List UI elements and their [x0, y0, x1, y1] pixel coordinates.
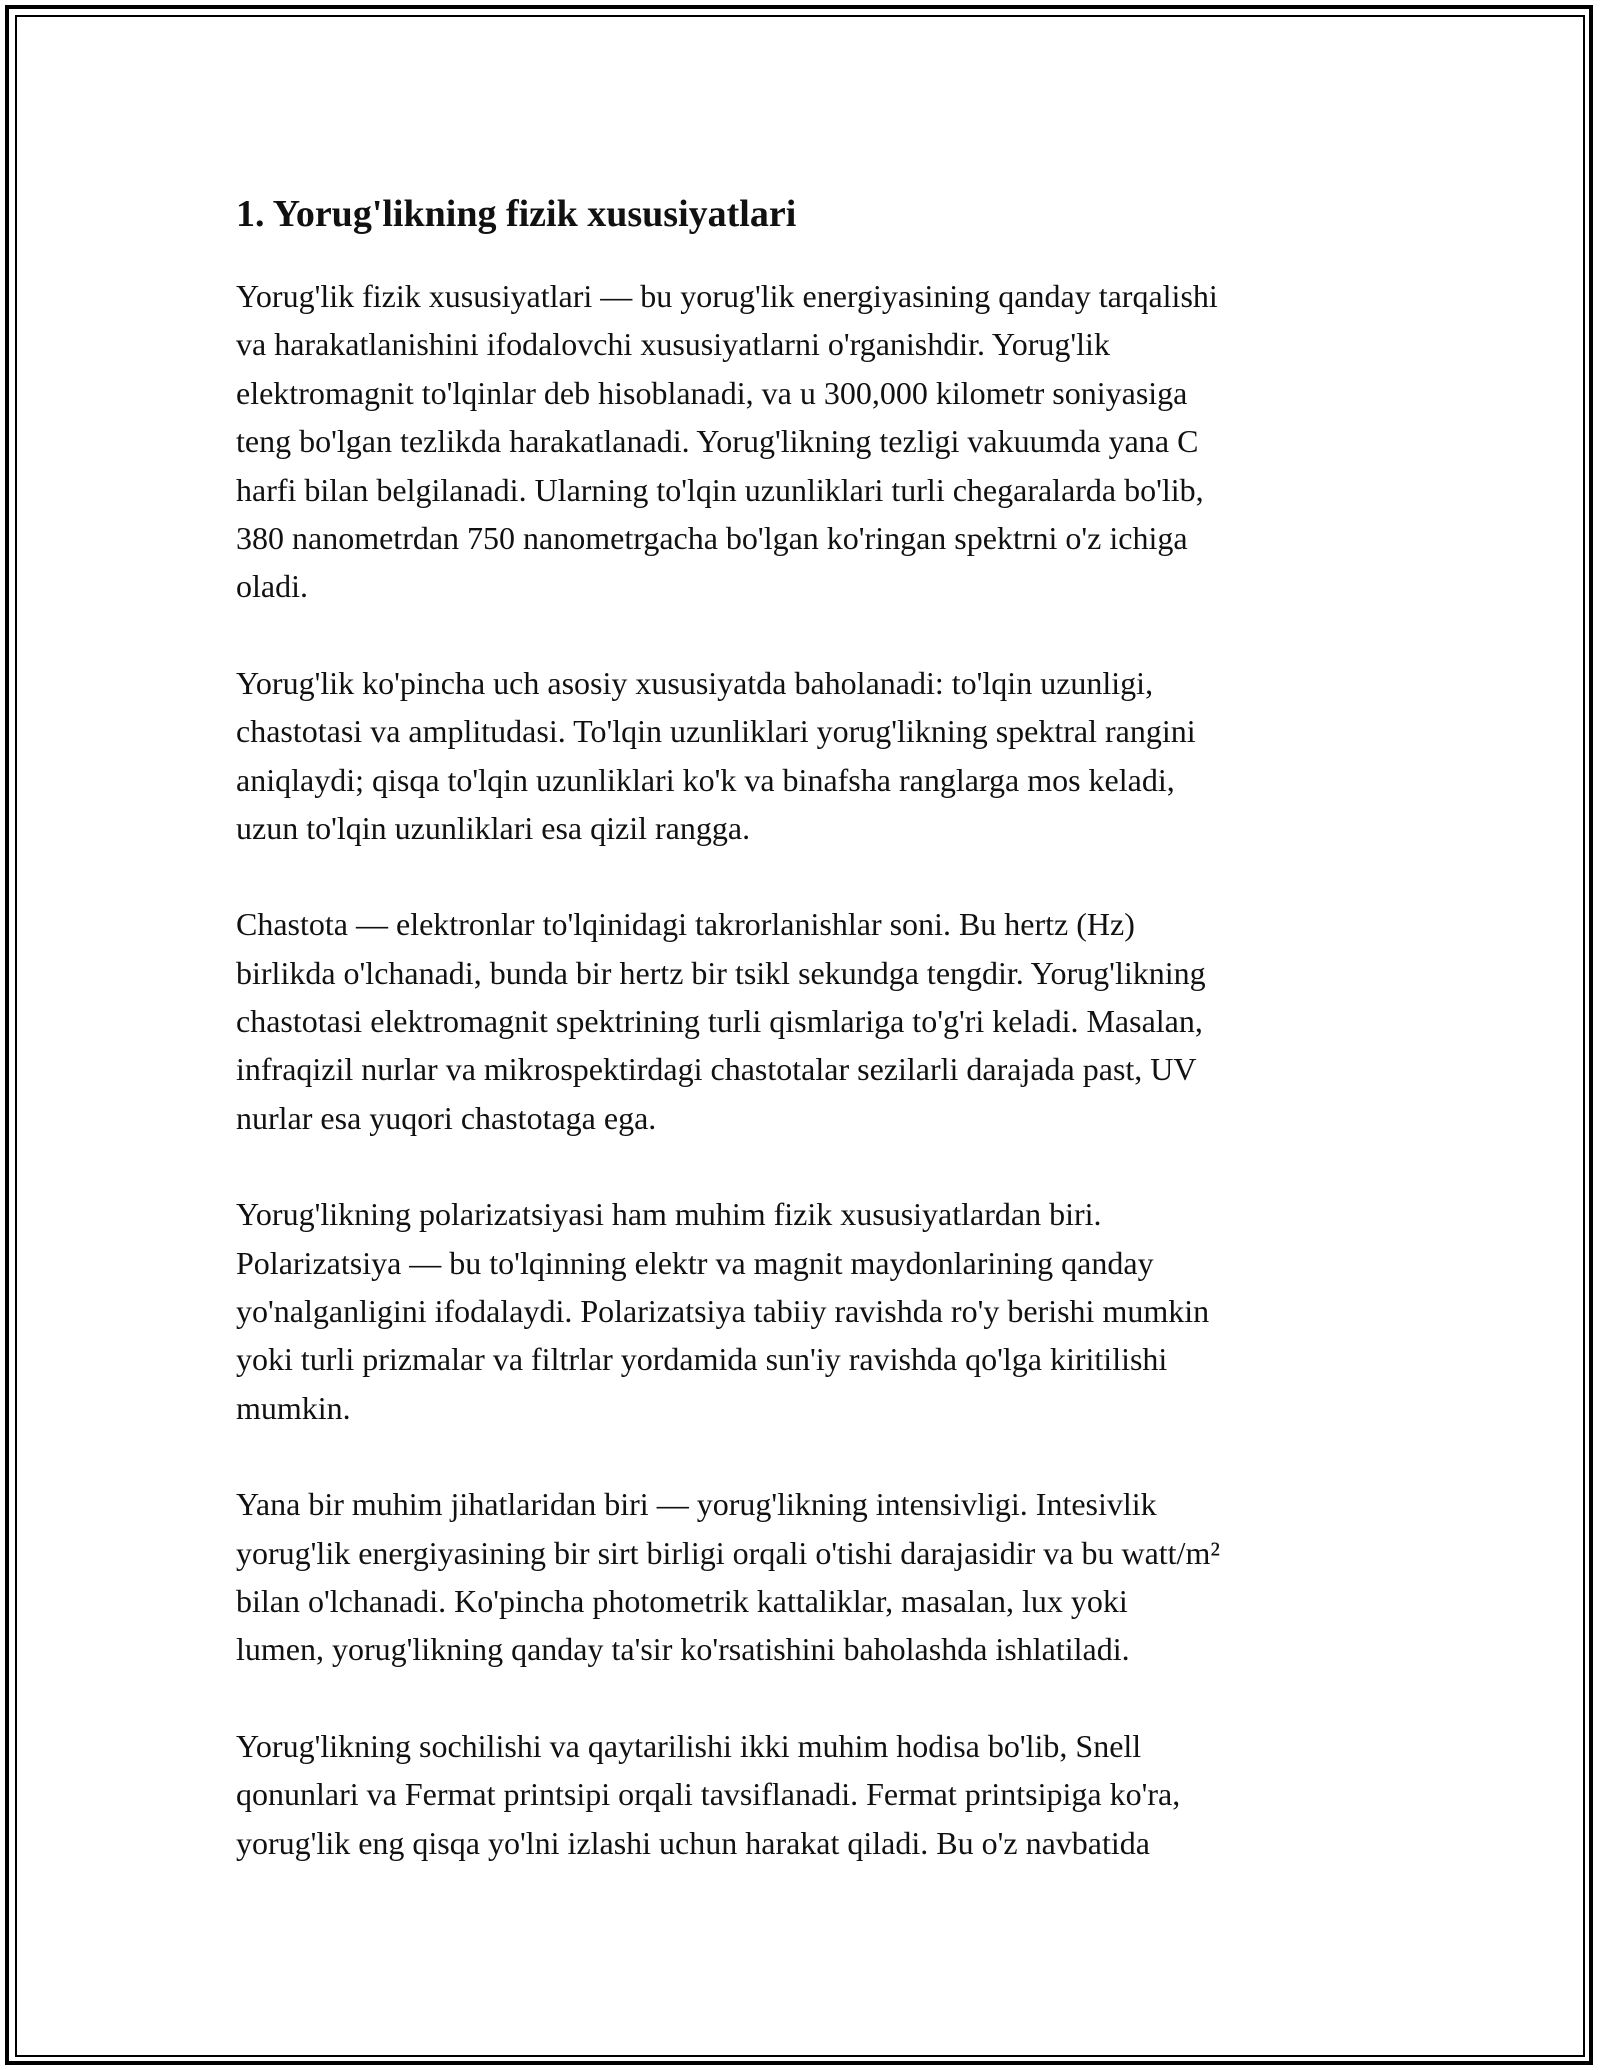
- text-line: chastotasi elektromagnit spektrining turli qismlariga to'g'ri keladi. Masalan,: [236, 1003, 1203, 1040]
- text-line: aniqlaydi; qisqa to'lqin uzunliklari ko'k va binafsha ranglarga mos keladi,: [236, 761, 1175, 798]
- text-line: va harakatlanishini ifodalovchi xususiyatlarni o'rganishdir. Yorug'lik: [236, 326, 1110, 363]
- text-line: yo'nalganligini ifodalaydi. Polarizatsiya tabiiy ravishda ro'y berishi mumkin: [236, 1293, 1210, 1330]
- text-line: Polarizatsiya — bu to'lqinning elektr va magnit maydonlarining qanday: [236, 1244, 1154, 1281]
- text-line: Yana bir muhim jihatlaridan biri — yorug'likning intensivligi. Intesivlik: [236, 1486, 1157, 1523]
- paragraph-polarization: [236, 1190, 1376, 1432]
- text-line: infraqizil nurlar va mikrospektirdagi chastotalar sezilarli darajada past, UV: [236, 1051, 1197, 1088]
- text-line: uzun to'lqin uzunliklari esa qizil rangga.: [236, 809, 751, 846]
- text-line: nurlar esa yuqori chastotaga ega.: [236, 1099, 657, 1136]
- text-line: qonunlari va Fermat printsipi orqali tavsiflanadi. Fermat printsipiga ko'ra,: [236, 1776, 1181, 1813]
- text-line: 380 nanometrdan 750 nanometrgacha bo'lgan ko'ringan spektrni o'z ichiga: [236, 519, 1188, 556]
- text-line: bilan o'lchanadi. Ko'pincha photometrik kattaliklar, masalan, lux yoki: [236, 1582, 1128, 1619]
- text-line: lumen, yorug'likning qanday ta'sir ko'rsatishini baholashda ishlatiladi.: [236, 1631, 1130, 1668]
- paragraph-wave-characteristics: [236, 659, 1376, 853]
- section-title: 1. Yorug'likning fizik xususiyatlari: [236, 193, 797, 235]
- document-body: [236, 186, 1376, 1867]
- text-line: teng bo'lgan tezlikda harakatlanadi. Yorug'likning tezligi vakuumda yana C: [236, 423, 1199, 460]
- paragraph-frequency: [236, 900, 1376, 1142]
- text-line: oladi.: [236, 568, 308, 605]
- paragraph-light-properties: [236, 272, 1376, 611]
- text-line: yorug'lik eng qisqa yo'lni izlashi uchun harakat qiladi. Bu o'z navbatida: [236, 1824, 1150, 1861]
- text-line: mumkin.: [236, 1389, 351, 1426]
- paragraph-intensity: [236, 1480, 1376, 1674]
- text-line: Yorug'lik fizik xususiyatlari — bu yorug'lik energiyasining qanday tarqalishi: [236, 278, 1218, 314]
- text-line: Yorug'likning sochilishi va qaytarilishi ikki muhim hodisa bo'lib, Snell: [236, 1727, 1142, 1764]
- text-line: Chastota — elektronlar to'lqinidagi takrorlanishlar soni. Bu hertz (Hz): [236, 906, 1135, 943]
- text-line: elektromagnit to'lqinlar deb hisoblanadi, va u 300,000 kilometr soniyasiga: [236, 374, 1188, 411]
- text-line: harfi bilan belgilanadi. Ularning to'lqin uzunliklari turli chegaralarda bo'lib,: [236, 471, 1204, 508]
- paragraph-scattering-reflection: [236, 1722, 1376, 1867]
- text-line: Yorug'likning polarizatsiyasi ham muhim fizik xususiyatlardan biri.: [236, 1196, 1102, 1233]
- text-line: yoki turli prizmalar va filtrlar yordamida sun'iy ravishda qo'lga kiritilishi: [236, 1341, 1168, 1378]
- text-line: Yorug'lik ko'pincha uch asosiy xususiyatda baholanadi: to'lqin uzunligi,: [236, 664, 1154, 701]
- text-line: birlikda o'lchanadi, bunda bir hertz bir tsikl sekundga tengdir. Yorug'likning: [236, 954, 1206, 991]
- text-line: yorug'lik energiyasining bir sirt birligi orqali o'tishi darajasidir va bu watt/m²: [236, 1534, 1220, 1571]
- text-line: chastotasi va amplitudasi. To'lqin uzunliklari yorug'likning spektral rangini: [236, 713, 1196, 750]
